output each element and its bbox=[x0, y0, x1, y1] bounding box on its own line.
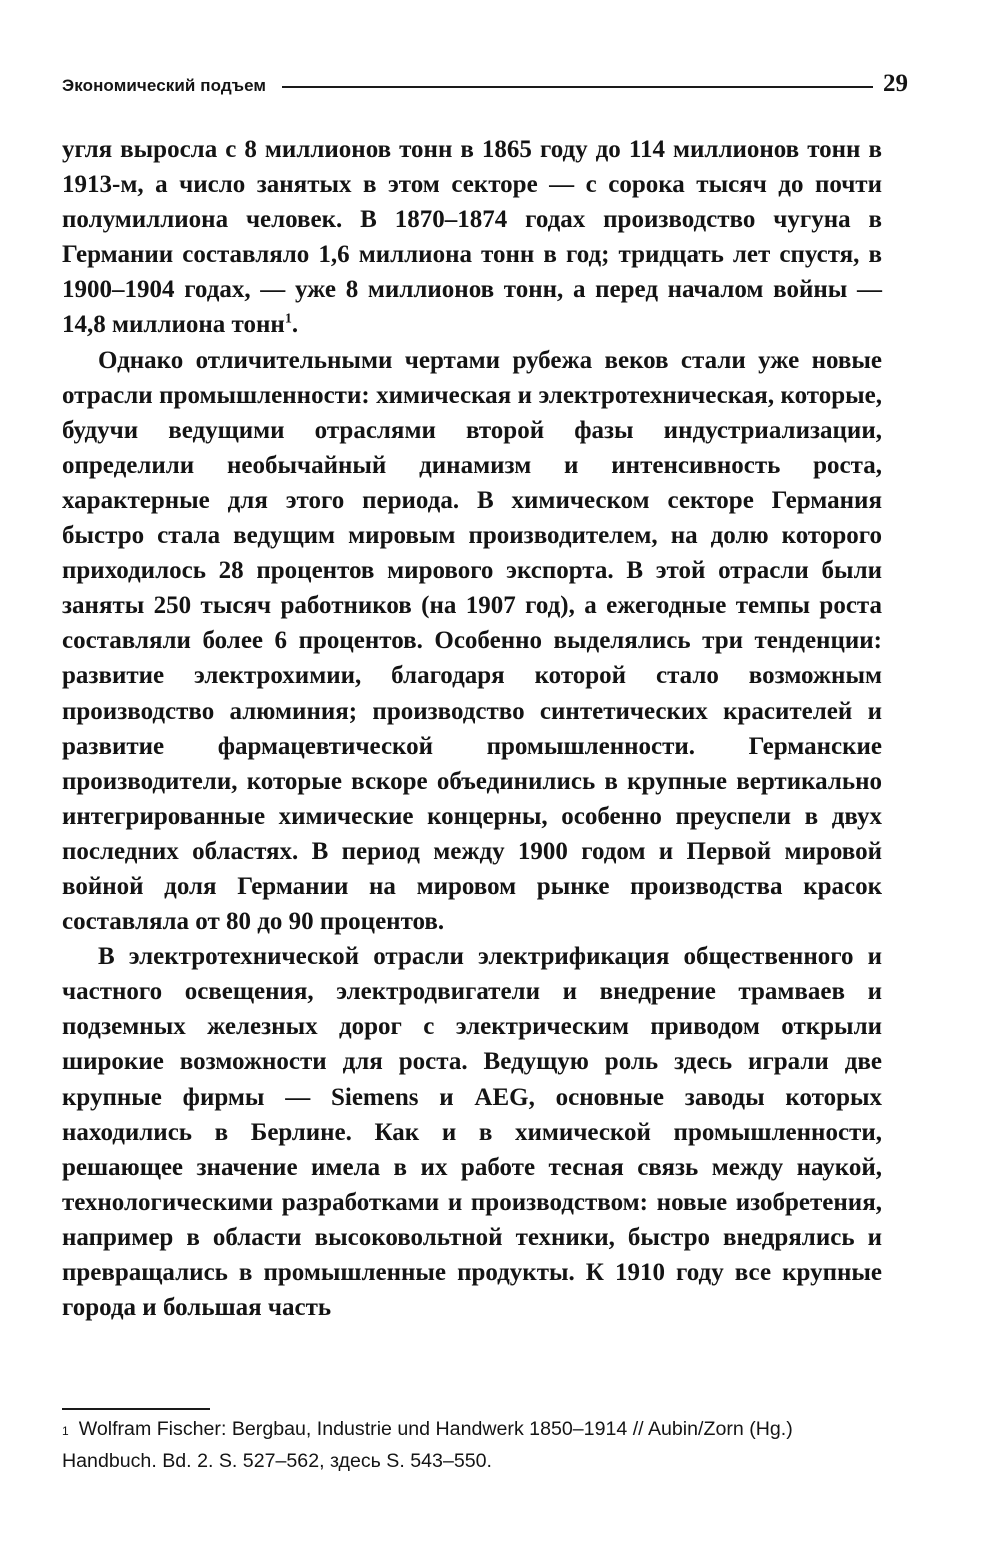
paragraph-continued bbox=[62, 132, 882, 343]
paragraph-text: угля выросла с 8 миллионов тонн в 1865 году до 114 миллионов тонн в 1913-м, а число занятых в этом секторе — с сорока тысяч до почти полумиллиона человек. В 1870–1874 годах производство чугуна в Германии составляло 1,6 миллиона тонн в год; тридцать лет спустя, в 1900–1904 годах, — уже 8 миллионов тонн, а перед началом войны — 14,8 миллиона тонн bbox=[62, 136, 882, 339]
paragraph-chemical-industry: Однако отличительными чертами рубежа веков стали уже новые отрасли промышленности: химическая и электротехническая, которые, будучи ведущими отраслями второй фазы индустриализации, определили необычайный динамизм и интенсивность роста, характерные для этого периода. В химическом секторе Германия быстро стала ведущим мировым производителем, на долю которого приходилось 28 процентов мирового экспорта. В этой отрасли были заняты 250 тысяч работников (на 1907 год), а ежегодные темпы роста составляли более 6 процентов. Особенно выделялись три тенденции: развитие электрохимии, благодаря которой стало возможным производство алюминия; производство синтетических красителей и развитие фармацевтической промышленности. Германские производители, которые вскоре объединились в крупные вертикально интегрированные химические концерны, особенно преуспели в двух последних областях. В период между 1900 годом и Первой мировой войной доля Германии на мировом рынке производства красок составляла от 80 до 90 процентов. bbox=[62, 346, 882, 936]
paragraph-electrical-industry: В электротехнической отрасли электрификация общественного и частного освещения, электродвигатели и внедрение трамваев и подземных железных дорог с электрическим приводом открыли широкие возможности для роста. Ведущую роль здесь играли две крупные фирмы — Siemens и AEG, основные заводы которых находились в Берлине. Как и в химической промышленности, решающее значение имела в их работе тесная связь между наукой, технологическими разработками и производством: новые изобретения, например в области высоковольтной техники, быстро внедрялись и превращались в промышленные продукты. К 1910 году все крупные города и большая часть bbox=[62, 943, 882, 1322]
footnote bbox=[62, 1413, 882, 1477]
body-text bbox=[62, 132, 882, 1325]
page-number: 29 bbox=[883, 70, 908, 97]
paragraph-end: . bbox=[291, 311, 299, 339]
running-header bbox=[62, 62, 908, 96]
header-rule bbox=[282, 86, 873, 88]
footnote-separator bbox=[62, 1408, 210, 1410]
footnote-mark: 1 bbox=[62, 1424, 69, 1438]
running-title: Экономический подъем bbox=[62, 76, 267, 95]
footnote-text: Wolfram Fischer: Bergbau, Industrie und Handwerk 1850–1914 // Aubin/Zorn (Hg.) Handbuch. Bd. 2. S. 527–562, здесь S. 543–550. bbox=[62, 1418, 793, 1472]
footnote-reference: 1 bbox=[284, 312, 292, 328]
